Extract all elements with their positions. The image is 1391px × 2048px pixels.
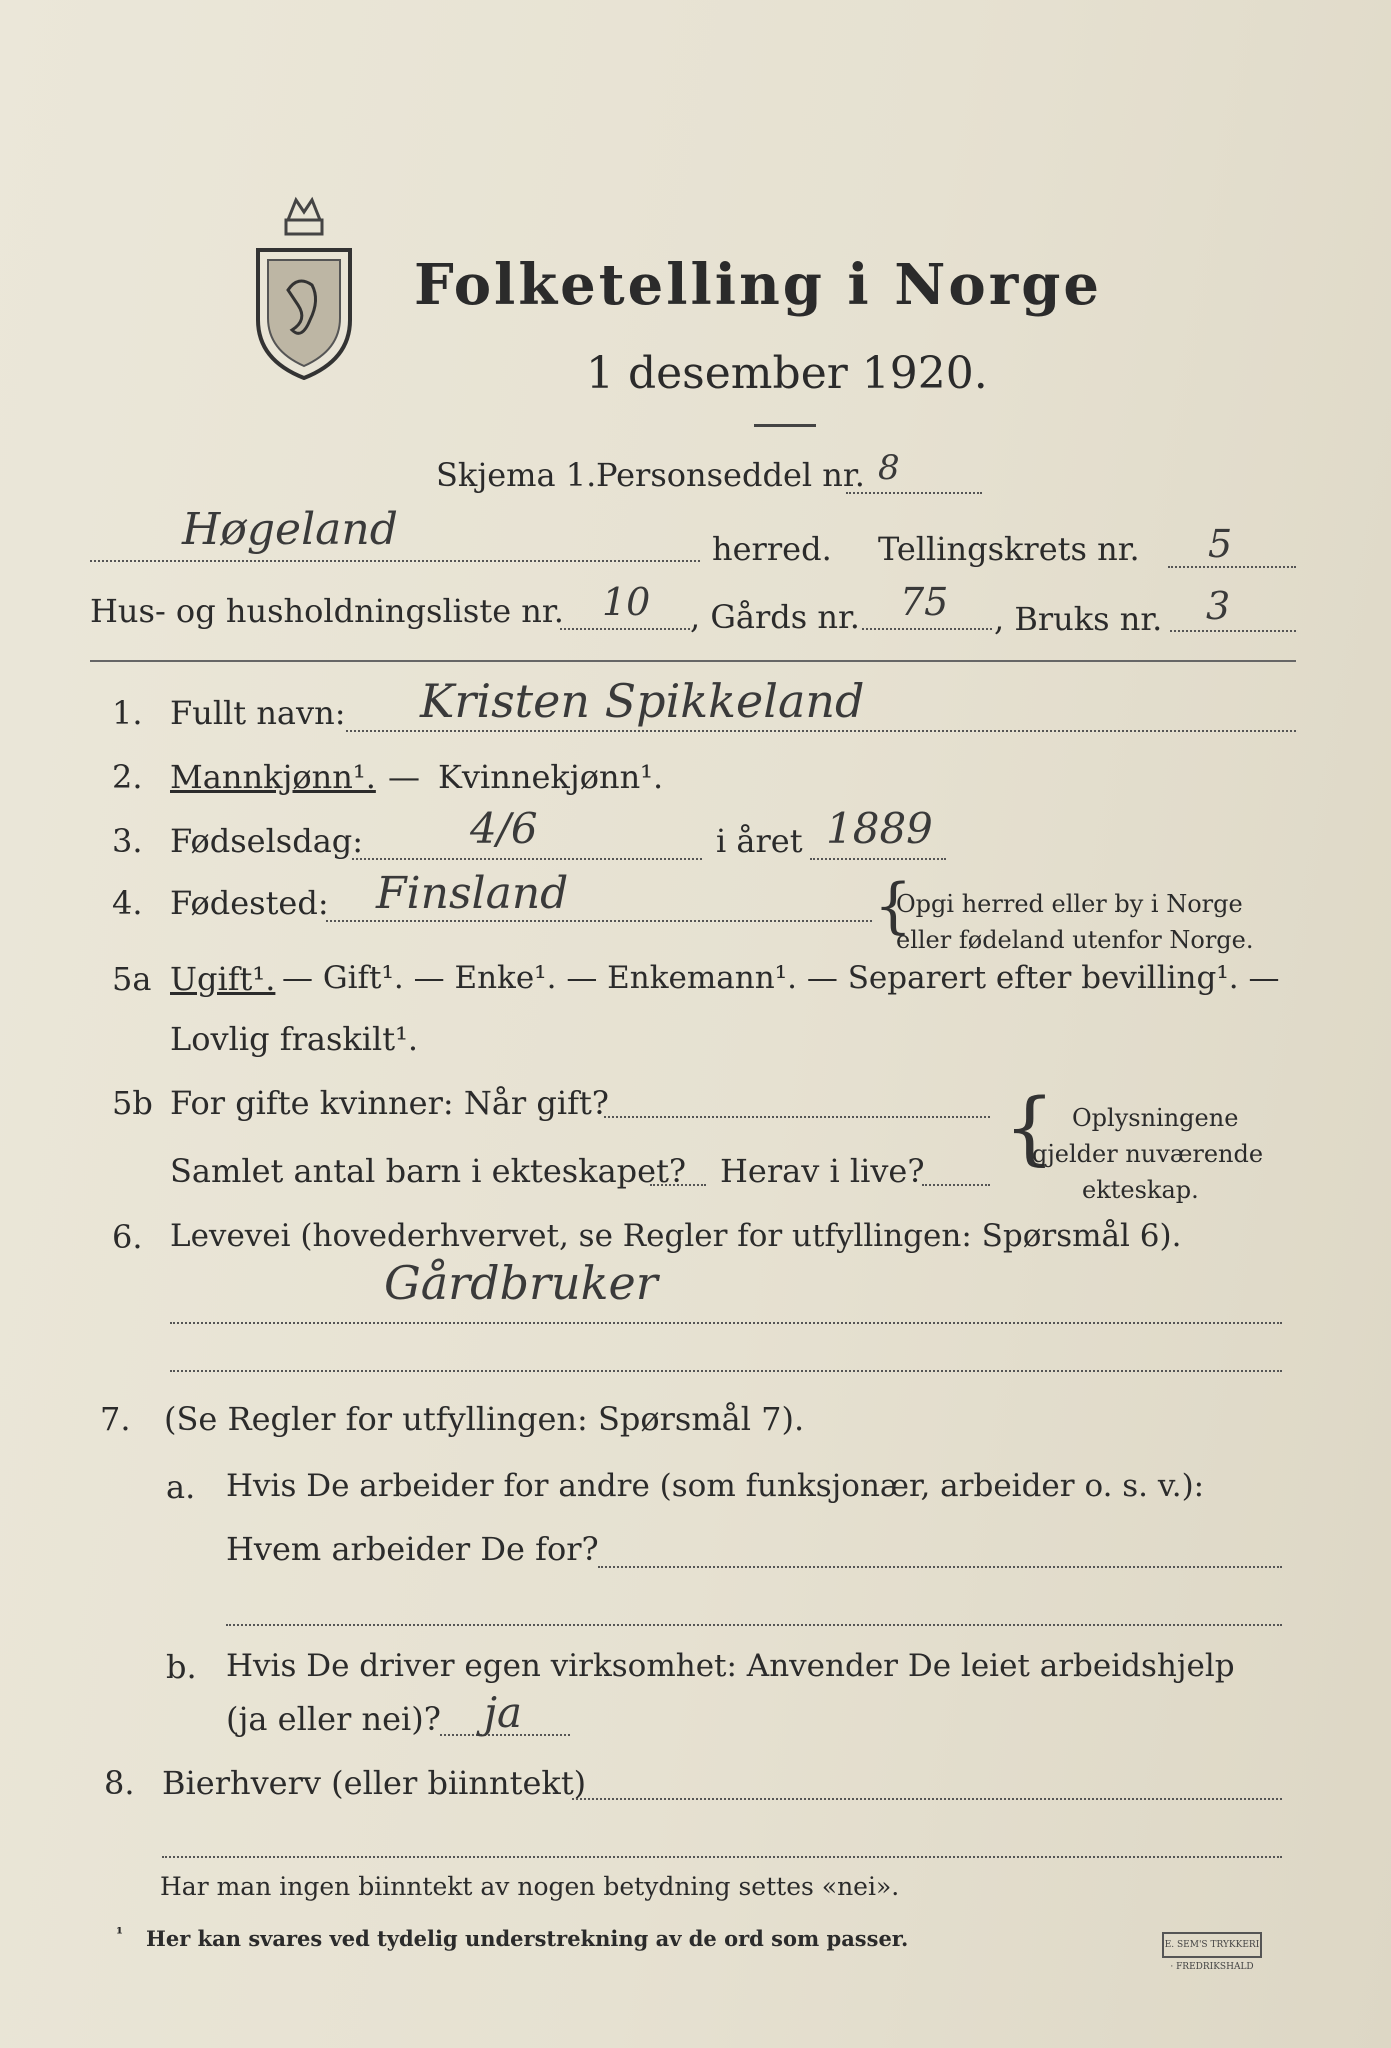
- gards-label: , Gårds nr.: [690, 598, 860, 636]
- q5a-other-options[interactable]: — Gift¹. — Enke¹. — Enkemann¹. — Separert efter bevilling¹. —: [282, 960, 1280, 996]
- q5a-fraskilt-option[interactable]: Lovlig fraskilt¹.: [170, 1020, 419, 1058]
- bruks-field-line: [1170, 630, 1296, 632]
- husliste-value[interactable]: 10: [602, 580, 651, 624]
- q2-number: 2.: [112, 758, 143, 796]
- bruks-label: , Bruks nr.: [994, 600, 1163, 638]
- q5b-children-line[interactable]: [650, 1184, 706, 1186]
- schema-label: Skjema 1.: [436, 456, 597, 494]
- q3-year-field-line: [810, 858, 946, 860]
- herred-label: herred.: [712, 530, 832, 568]
- q2-female-option[interactable]: Kvinnekjønn¹.: [438, 758, 664, 796]
- q7a-field-line-1[interactable]: [598, 1566, 1282, 1568]
- q8-label: Bierhverv (eller biinntekt): [162, 1764, 587, 1802]
- husliste-label: Hus- og husholdningsliste nr.: [90, 592, 564, 630]
- q7a-label-line2: Hvem arbeider De for?: [226, 1530, 599, 1568]
- header-divider: [90, 660, 1296, 662]
- q6-number: 6.: [112, 1218, 143, 1256]
- q1-label: Fullt navn:: [170, 694, 346, 732]
- q7-number: 7.: [100, 1400, 131, 1438]
- q5a-number: 5a: [112, 960, 152, 998]
- q8-number: 8.: [104, 1764, 135, 1802]
- q3-value[interactable]: 4/6: [470, 804, 538, 853]
- tellingskrets-value[interactable]: 5: [1208, 522, 1233, 566]
- q4-note-line1: Opgi herred eller by i Norge: [896, 890, 1243, 918]
- personseddel-value[interactable]: 8: [878, 448, 900, 488]
- q3-field-line: [352, 858, 702, 860]
- tellingskrets-label: Tellingskrets nr.: [878, 530, 1140, 568]
- q5b-married-when-label: For gifte kvinner: Når gift?: [170, 1084, 609, 1122]
- printer-stamp: E. SEM'S TRYKKERI · FREDRIKSHALD: [1162, 1932, 1262, 1958]
- q5b-note-line1: Oplysningene: [1072, 1104, 1239, 1132]
- q7b-label-line2: (ja eller nei)?: [226, 1700, 441, 1738]
- herred-value[interactable]: Høgeland: [182, 504, 398, 555]
- q3-year-label: i året: [716, 822, 803, 860]
- footer-note: Har man ingen biinntekt av nogen betydning settes «nei».: [160, 1872, 900, 1901]
- q7a-label-line1: Hvis De arbeider for andre (som funksjonær, arbeider o. s. v.):: [226, 1468, 1205, 1504]
- q6-field-line-2: [170, 1370, 1282, 1372]
- q5b-alive-label: Herav i live?: [720, 1152, 925, 1190]
- q2-male-option[interactable]: Mannkjønn¹.: [170, 758, 376, 796]
- q1-number: 1.: [112, 694, 143, 732]
- q5b-children-label: Samlet antal barn i ekteskapet?: [170, 1152, 687, 1190]
- form-title: Folketelling i Norge: [414, 252, 1103, 318]
- q4-note-line2: eller fødeland utenfor Norge.: [896, 926, 1254, 954]
- q8-field-line-1[interactable]: [572, 1798, 1282, 1800]
- q4-field-line: [326, 920, 872, 922]
- q6-field-line-1: [170, 1322, 1282, 1324]
- q6-value[interactable]: Gårdbruker: [384, 1256, 658, 1310]
- q3-number: 3.: [112, 822, 143, 860]
- personseddel-label: Personseddel nr.: [596, 456, 865, 494]
- footnote-text: Her kan svares ved tydelig understrekning av de ord som passer.: [146, 1926, 909, 1951]
- q5b-number: 5b: [112, 1084, 153, 1122]
- q4-value[interactable]: Finsland: [376, 868, 569, 919]
- q5a-ugift-option[interactable]: Ugift¹.: [170, 960, 276, 998]
- q7-label: (Se Regler for utfyllingen: Spørsmål 7).: [164, 1400, 805, 1438]
- q5b-married-when-line[interactable]: [604, 1116, 990, 1118]
- footnote-mark: ¹: [116, 1924, 124, 1943]
- q7b-letter: b.: [166, 1648, 197, 1686]
- bruks-value[interactable]: 3: [1206, 584, 1231, 628]
- q8-field-line-2[interactable]: [162, 1856, 1282, 1858]
- husliste-field-line: [560, 628, 690, 630]
- q1-value[interactable]: Kristen Spikkeland: [420, 674, 865, 728]
- q4-label: Fødested:: [170, 884, 329, 922]
- q1-field-line: [346, 730, 1296, 732]
- q5b-note-line3: ekteskap.: [1082, 1176, 1199, 1204]
- q3-label: Fødselsdag:: [170, 822, 364, 860]
- q4-note-brace: {: [874, 871, 913, 941]
- q2-separator: —: [388, 758, 420, 796]
- herred-field-line: [90, 560, 700, 562]
- q7b-value[interactable]: ja: [484, 1688, 523, 1737]
- q7a-letter: a.: [166, 1468, 196, 1506]
- q4-number: 4.: [112, 884, 143, 922]
- q3-year-value[interactable]: 1889: [826, 804, 933, 853]
- norway-coat-of-arms-icon: [248, 180, 360, 380]
- q6-label: Levevei (hovederhvervet, se Regler for utfyllingen: Spørsmål 6).: [170, 1218, 1182, 1254]
- q7a-field-line-2[interactable]: [226, 1624, 1282, 1626]
- title-divider: [754, 424, 816, 427]
- personseddel-field-line: [846, 492, 982, 494]
- gards-field-line: [862, 628, 992, 630]
- gards-value[interactable]: 75: [900, 580, 949, 624]
- q7b-label-line1: Hvis De driver egen virksomhet: Anvender De leiet arbeidshjelp: [226, 1648, 1235, 1684]
- tellingskrets-field-line: [1168, 566, 1296, 568]
- form-date: 1 desember 1920.: [586, 348, 988, 399]
- q5b-alive-line[interactable]: [922, 1184, 990, 1186]
- q5b-note-brace: {: [1004, 1081, 1055, 1174]
- q5b-note-line2: gjelder nuværende: [1032, 1140, 1264, 1168]
